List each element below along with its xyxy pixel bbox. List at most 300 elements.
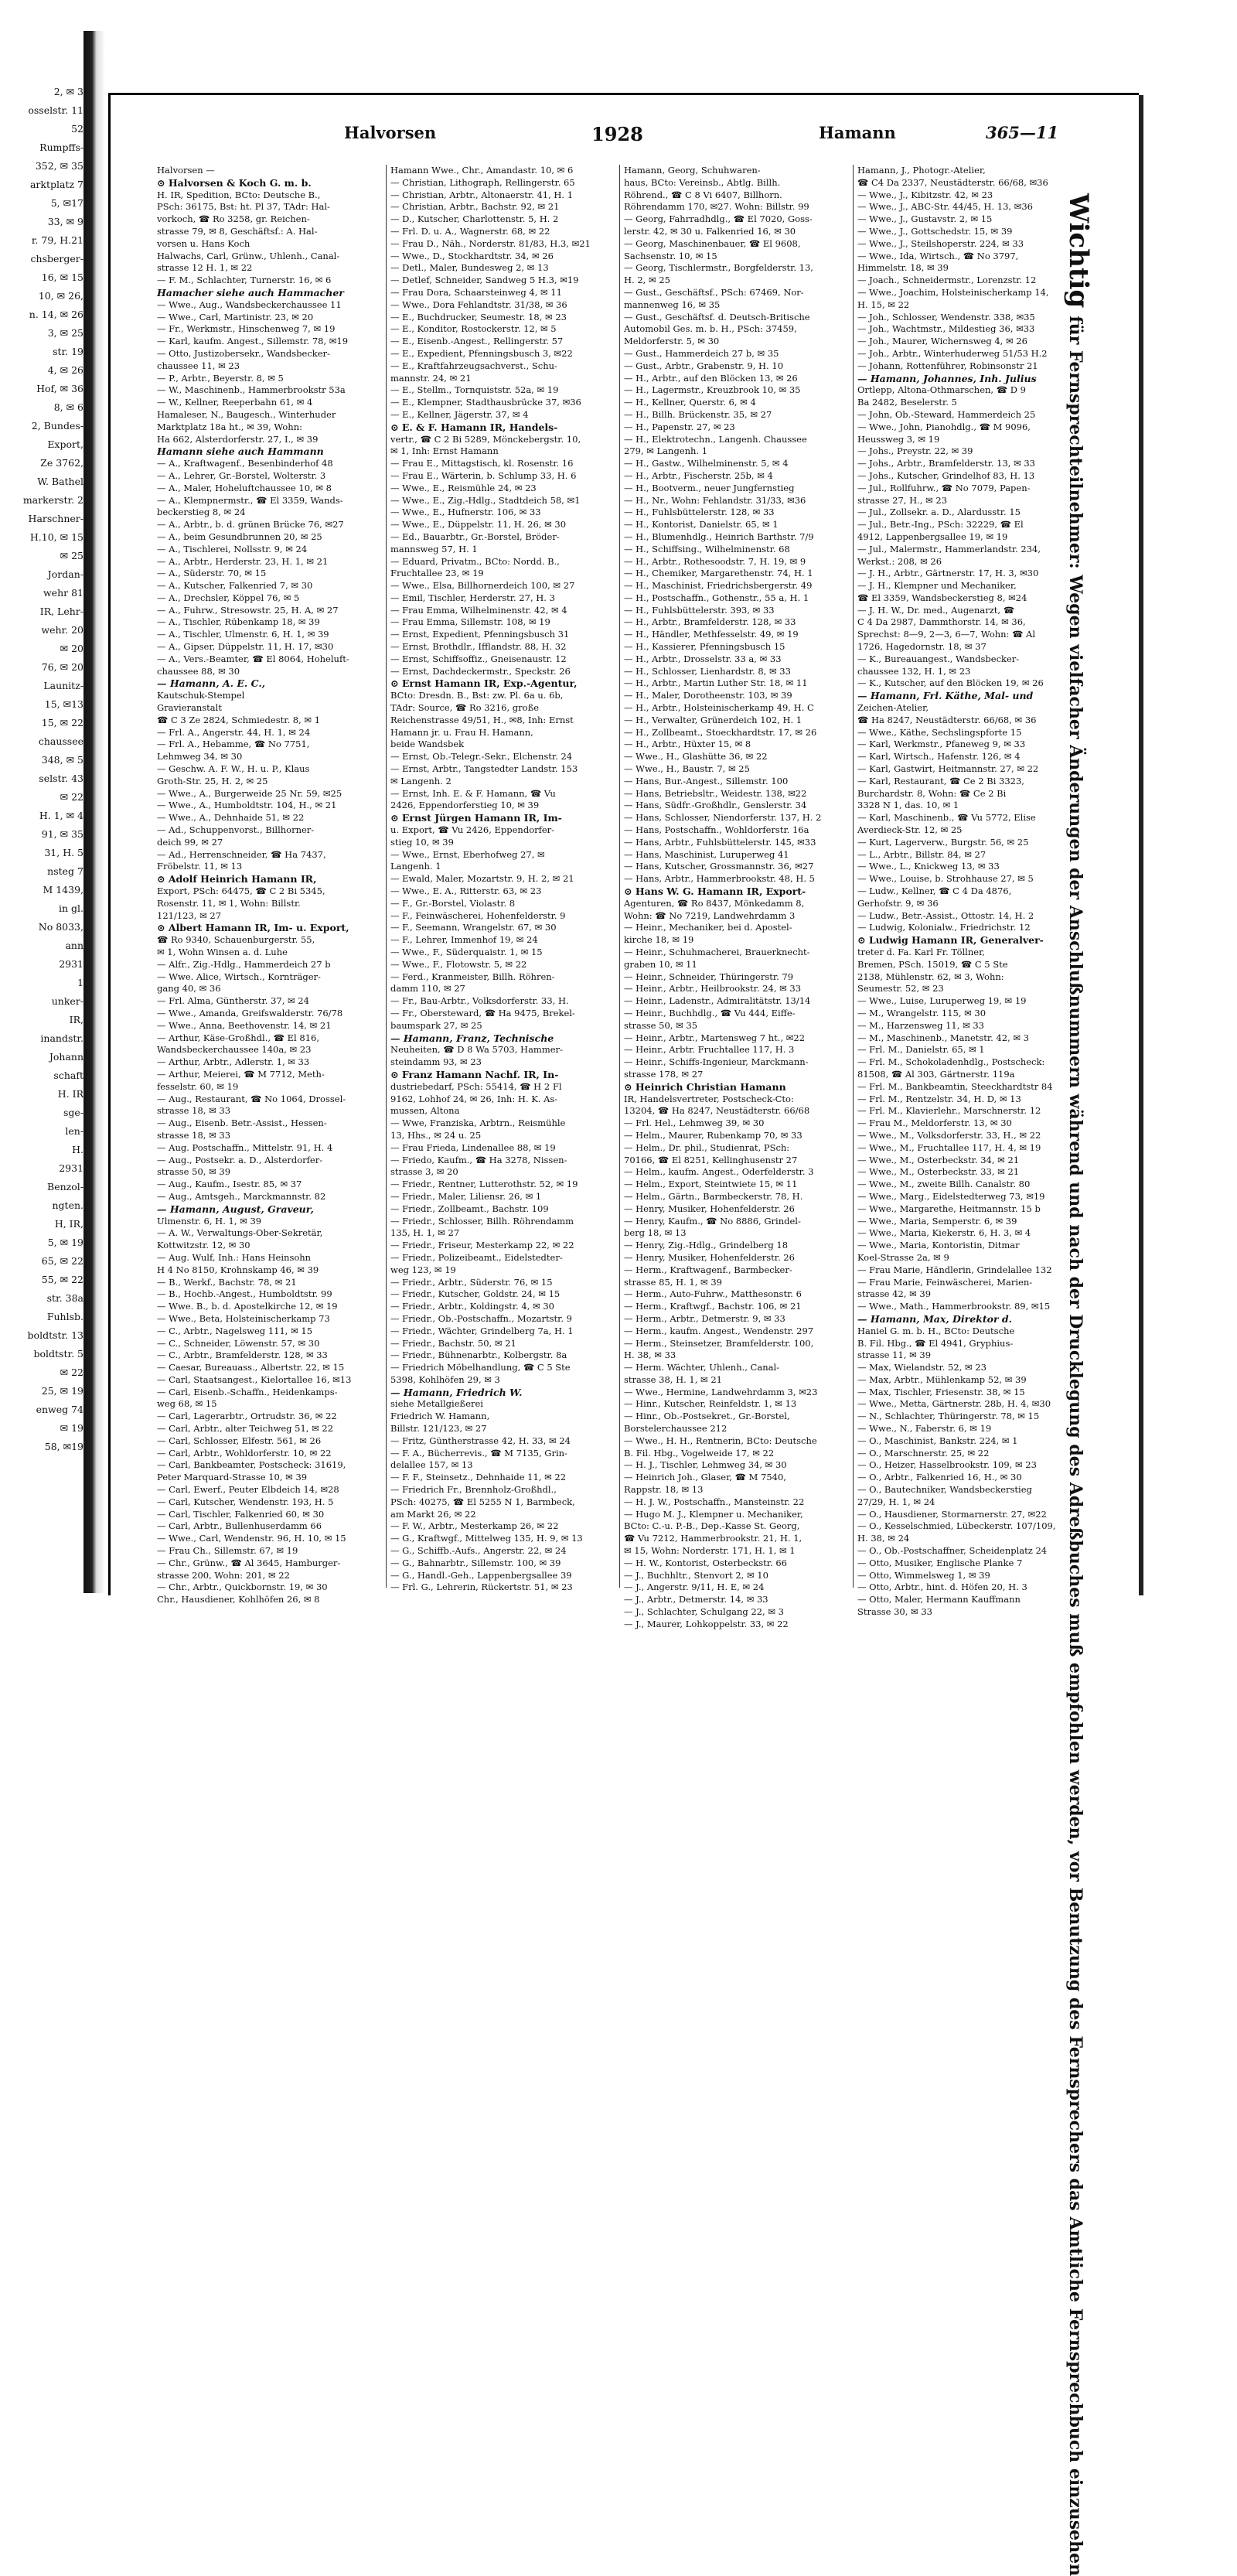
directory-entry-line: — H., Schlosser, Lienhardstr. 8, ✉ 33	[624, 665, 791, 677]
margin-fragment: str. 19	[53, 346, 83, 357]
directory-entry-line: — Ludw., Kellner, ☎ C 4 Da 4876,	[857, 885, 1012, 897]
directory-entry-line: — Wwe., John, Pianohdlg., ☎ M 9096,	[857, 421, 1031, 432]
directory-entry-line: — A., Tischlerei, Nollsstr. 9, ✉ 24	[157, 543, 308, 554]
directory-entry-line: damm 110, ✉ 27	[390, 983, 465, 995]
margin-fragment: Jordan-	[47, 568, 83, 580]
directory-entry-line: — H., Lagermstr., Kreuzbrook 10, ✉ 35	[624, 384, 801, 396]
directory-entry-line: — K., Bureauangest., Wandsbecker-	[857, 653, 1020, 664]
directory-entry-line: — H., Arbtr., Drosselstr. 33 a, ✉ 33	[624, 653, 782, 664]
directory-entry-line: Friedrich W. Hamann,	[390, 1411, 490, 1422]
margin-fragment: Harschner-	[28, 513, 83, 524]
directory-entry-line: — Wwe., A., Dehnhaide 51, ✉ 22	[157, 812, 305, 824]
directory-entry-line: — Heinr., Buchhdlg., ☎ Vu 444, Eiffe-	[624, 1007, 796, 1018]
directory-entry-line: PSch: 40275, ☎ El 5255 N 1, Barmbeck,	[390, 1496, 575, 1507]
margin-fragment: ✉ 20	[60, 643, 83, 654]
directory-entry-line: — Wwe., D., Stockhardtstr. 34, ✉ 26	[390, 250, 554, 261]
directory-entry-line: siehe Metallgießerei	[390, 1398, 483, 1410]
directory-entry-line: — N., Schlachter, Thüringerstr. 78, ✉ 15	[857, 1411, 1040, 1422]
directory-entry-line: — Helm., Maurer, Rubenkamp 70, ✉ 33	[624, 1129, 803, 1141]
directory-entry-line: — Arthur, Meierei, ☎ M 7712, Meth-	[157, 1068, 325, 1080]
margin-fragment: 352, ✉ 35	[35, 160, 83, 172]
directory-entry-line: ⊙ E. & F. Hamann IR, Handels-	[390, 421, 558, 433]
directory-entry-line: — Frau M., Meldorferstr. 13, ✉ 30	[857, 1117, 1012, 1129]
directory-entry-line: — W., Kellner, Reeperbahn 61, ✉ 4	[157, 397, 313, 408]
directory-entry-line: — Johs., Arbtr., Bramfelderstr. 13, ✉ 33	[857, 458, 1035, 469]
directory-entry-line: gang 40, ✉ 36	[157, 983, 221, 995]
directory-entry-line: — A., Tischler, Ulmenstr. 6, H. 1, ✉ 39	[157, 629, 329, 640]
directory-entry-line: — H., Schiffsing., Wilhelminenstr. 68	[624, 543, 790, 554]
directory-entry-line: ✉ 1, Inh: Ernst Hamann	[390, 445, 499, 457]
directory-entry-line: — O., Kesselschmied, Lübeckerstr. 107/109,	[857, 1520, 1056, 1532]
directory-entry-line: — Wwe, Franziska, Arbtrn., Reismühle	[390, 1117, 566, 1129]
directory-entry-line: — Wwe., J., ABC-Str. 44/45, H. 13, ✉36	[857, 201, 1033, 213]
directory-entry-line: Wohn: ☎ No 7219, Landwehrdamm 3	[624, 909, 796, 921]
margin-fragment: ✉ 22	[60, 1366, 83, 1378]
directory-entry-line: 3328 N 1, das. 10, ✉ 1	[857, 800, 959, 811]
directory-entry-line: — Wwe., Margarethe, Heitmannstr. 15 b	[857, 1203, 1041, 1214]
directory-entry-line: — Arthur, Arbtr., Adlerstr. 1, ✉ 33	[157, 1056, 310, 1068]
directory-entry-line: — H., Kellner, Querstr. 6, ✉ 4	[624, 397, 756, 408]
header-left-word: Halvorsen	[344, 123, 437, 142]
directory-entry-line: — Herm., Auto-Fuhrw., Matthesonstr. 6	[624, 1288, 802, 1300]
directory-entry-line: — E., Eisenb.-Angest., Rellingerstr. 57	[390, 336, 564, 347]
directory-entry-line: — Carl, Arbtr., Bullenhuserdamm 66	[157, 1520, 322, 1532]
margin-fragment: 2931	[59, 958, 83, 970]
directory-entry-line: weg 68, ✉ 15	[157, 1398, 217, 1410]
margin-fragment: ngten.	[52, 1199, 83, 1211]
margin-fragment: 3, ✉ 25	[47, 327, 83, 339]
margin-fragment: ✉ 25	[60, 550, 83, 561]
directory-entry-line: — Friedr., Bachstr. 50, ✉ 21	[390, 1337, 516, 1349]
directory-entry-line: — J., Maurer, Lohkoppelstr. 33, ✉ 22	[624, 1618, 789, 1629]
directory-entry-line: — Heinrich Joh., Glaser, ☎ M 7540,	[624, 1472, 786, 1483]
directory-entry-line: B. Fil. Hbg., Vogelweide 17, ✉ 22	[624, 1447, 775, 1459]
directory-entry-line: Ba 2482, Beselerstr. 5	[857, 397, 957, 408]
directory-entry-line: — Wwe., A., Burgerweide 25 Nr. 59, ✉25	[157, 787, 342, 799]
directory-entry-line: Wandsbeckerchaussee 140a, ✉ 23	[157, 1044, 312, 1056]
directory-entry-line: — E., Kraftfahrzeugsachverst., Schu-	[390, 360, 557, 371]
directory-entry-line: Seumestr. 52, ✉ 23	[857, 983, 944, 995]
directory-entry-line: beide Wandsbek	[390, 739, 465, 750]
directory-entry-line: — L., Arbtr., Billstr. 84, ✉ 27	[857, 848, 987, 860]
directory-entry-line: — Christian, Arbtr., Altonaerstr. 41, H. 1	[390, 189, 574, 200]
directory-entry-line: — Wwe., Dora Fehlandtstr. 31/38, ✉ 36	[390, 299, 567, 310]
margin-fragment: Benzol-	[47, 1181, 83, 1192]
directory-entry-line: — H., Blumenhdlg., Heinrich Barthstr. 7/9	[624, 531, 814, 542]
directory-entry-line: ☎ Vu 7212, Hammerbrookstr. 21, H. 1,	[624, 1533, 803, 1544]
directory-entry-line: — Carl, Bankbeamter, Postscheck: 31619,	[157, 1459, 346, 1471]
directory-entry-line: — Ernst, Expedient, Pfenningsbusch 31	[390, 629, 570, 640]
directory-entry-line: kirche 18, ✉ 19	[624, 934, 694, 946]
directory-entry-line: — A., Gipser, Düppelstr. 11, H. 17, ✉30	[157, 641, 334, 653]
directory-entry-line: — Herm., kaufm. Angest., Wendenstr. 297	[624, 1325, 814, 1336]
margin-fragment: Hof, ✉ 36	[36, 383, 83, 394]
margin-fragment: n. 14, ✉ 26	[29, 309, 83, 320]
directory-entry-line: — Herm., Kraftwagenf., Barmbecker-	[624, 1264, 792, 1275]
page-number: 365—11	[986, 123, 1059, 142]
directory-entry-line: — O., Marschnerstr. 25, ✉ 22	[857, 1447, 990, 1459]
directory-entry-line: — Henry, Zig.-Hdlg., Grindelberg 18	[624, 1240, 789, 1251]
directory-entry-line: — H., Arbtr., Holsteinischerkamp 49, H. C	[624, 702, 814, 714]
margin-fragment: Johann	[49, 1051, 83, 1063]
margin-fragment: markerstr. 2	[22, 494, 83, 506]
directory-entry-line: — Emil, Tischler, Herderstr. 27, H. 3	[390, 592, 555, 603]
directory-entry-line: — A., beim Gesundbrunnen 20, ✉ 25	[157, 531, 322, 542]
margin-fragment: in gl.	[59, 902, 83, 914]
directory-entry-line: Bremen, PSch. 15019, ☎ C 5 Ste	[857, 958, 1008, 970]
directory-entry-line: — J., Arbtr., Detmerstr. 14, ✉ 33	[624, 1594, 768, 1605]
directory-entry-line: — Frl. A., Hebamme, ☎ No 7751,	[157, 739, 310, 750]
directory-entry-line: deich 99, ✉ 27	[157, 836, 223, 848]
directory-entry-line: — Carl, Eisenb.-Schaffn., Heidenkamps-	[157, 1386, 338, 1397]
directory-entry-line: Gerhofstr. 9, ✉ 36	[857, 897, 939, 909]
directory-entry-line: — Wwe., Elsa, Billhornerdeich 100, ✉ 27	[390, 580, 575, 592]
directory-entry-line: — C., Schneider, Löwenstr. 57, ✉ 30	[157, 1337, 320, 1349]
directory-entry-line: — Gust., Hammerdeich 27 b, ✉ 35	[624, 347, 779, 359]
directory-entry-line: — Wwe., Hermine, Landwehrdamm 3, ✉23	[624, 1386, 818, 1397]
directory-entry-line: — Wwe., Maria, Kontoristin, Ditmar	[857, 1240, 1020, 1251]
directory-entry-line: strasse 38, H. 1, ✉ 21	[624, 1373, 722, 1385]
vertical-notice	[1063, 193, 1102, 2576]
directory-entry-line: Meldorferstr. 5, ✉ 30	[624, 336, 720, 347]
margin-fragment: 2, Bundes-	[31, 420, 83, 432]
directory-entry-line: — Ernst, Arbtr., Tangstedter Landstr. 153	[390, 763, 578, 775]
margin-fragment: H.	[72, 1144, 83, 1155]
directory-entry-line: — Herm., Steinsetzer, Bramfelderstr. 100,	[624, 1337, 814, 1349]
directory-entry-line: Export, PSch: 64475, ☎ C 2 Bi 5345,	[157, 885, 325, 897]
directory-entry-line: — F. F., Steinsetz., Dehnhaide 11, ✉ 22	[390, 1472, 567, 1483]
directory-entry-line: — Ad., Schuppenvorst., Billhorner-	[157, 824, 315, 836]
directory-entry-line: — Christian, Arbtr., Bachstr. 92, ✉ 21	[390, 201, 560, 213]
directory-entry-line: — Detlef, Schneider, Sandweg 5 H.3, ✉19	[390, 275, 579, 286]
directory-entry-line: Chr., Hausdiener, Kohlhöfen 26, ✉ 8	[157, 1594, 320, 1605]
directory-entry-line: — Otto, Maler, Hermann Kauffmann	[857, 1594, 1021, 1605]
directory-entry-line: — Karl, Wirtsch., Hafenstr. 126, ✉ 4	[857, 751, 1021, 763]
directory-entry-line: — Wwe., Maria, Semperstr. 6, ✉ 39	[857, 1215, 1017, 1227]
directory-entry-line: — Carl, Kutscher, Wendenstr. 193, H. 5	[157, 1496, 334, 1507]
directory-entry-line: — Max, Arbtr., Mühlenkamp 52, ✉ 39	[857, 1373, 1027, 1385]
directory-entry-line: — Heinr., Arbtr., Martensweg 7 ht., ✉22	[624, 1032, 806, 1043]
margin-fragment: chsberger-	[30, 253, 83, 264]
directory-entry-line: — Wwe., Anna, Beethovenstr. 14, ✉ 21	[157, 1019, 332, 1031]
directory-entry-line: — Wwe., Aug., Wandsbeckerchaussee 11	[157, 299, 342, 310]
directory-entry-line: — Otto, Arbtr., hint. d. Höfen 20, H. 3	[857, 1581, 1027, 1593]
directory-entry-line: — Wwe., Carl, Wendenstr. 96, H. 10, ✉ 15	[157, 1533, 346, 1544]
directory-entry-line: 4912, Lappenbergsallee 19, ✉ 19	[857, 531, 1008, 542]
directory-entry-line: — F., Feinwäscherei, Hohenfelderstr. 9	[390, 909, 566, 921]
directory-entry-line: strasse 200, Wohn: 201, ✉ 22	[157, 1569, 290, 1581]
directory-entry-line: — A. W., Verwaltungs-Ober-Sekretär,	[157, 1227, 323, 1239]
directory-entry-line: Hamacher siehe auch Hammacher	[157, 286, 344, 299]
directory-entry-line: — Georg, Maschinenbauer, ☎ El 9608,	[624, 237, 801, 249]
directory-entry-line: strasse 50, ✉ 35	[624, 1019, 698, 1031]
directory-entry-line: — Eduard, Privatm., BCto: Nordd. B.,	[390, 555, 560, 567]
directory-entry-line: — Frl. G., Lehrerin, Rückertstr. 51, ✉ 23	[390, 1581, 573, 1593]
directory-entry-line: — John, Ob.-Steward, Hammerdeich 25	[857, 408, 1036, 420]
margin-fragment: 5, ✉17	[50, 197, 83, 209]
directory-entry-line: — Otto, Musiker, Englische Planke 7	[857, 1557, 1023, 1568]
directory-entry-line: ⊙ Ludwig Hamann IR, Generalver-	[857, 934, 1044, 947]
directory-entry-line: — Heinr., Arbtr., Heilbrookstr. 24, ✉ 33	[624, 983, 802, 995]
margin-fragment: wehr 81	[43, 587, 83, 599]
directory-entry-line: — Jul., Malermstr., Hammerlandstr. 234,	[857, 543, 1041, 554]
directory-entry-line: — Hans, Arbtr., Hammerbrookstr. 48, H. 5	[624, 873, 815, 885]
directory-entry-line: fesselstr. 60, ✉ 19	[157, 1080, 239, 1092]
notice-text: für Fernsprechteilnehmer: Wegen vielfacher Änderungen der Anschlußnummern während und nach der Drucklegung des Adreßbuches muß empfohlen werden, vor Benutzung des Fernsprechers das Amtliche Fernsprechbuch einzusehen	[1065, 316, 1085, 2576]
margin-fragment: H. IR	[57, 1088, 83, 1100]
margin-fragment: 2931	[59, 1162, 83, 1174]
directory-entry-line: baumspark 27, ✉ 25	[390, 1019, 482, 1031]
directory-entry-line: — Wwe. B., b. d. Apostelkirche 12, ✉ 19	[157, 1301, 338, 1312]
directory-entry-line: IR, Handelsvertreter, Postscheck-Cto:	[624, 1093, 794, 1104]
directory-entry-line: — Ernst, Inh. E. & F. Hamann, ☎ Vu	[390, 787, 556, 799]
margin-fragment: No 8033,	[38, 921, 83, 933]
margin-fragment: 58, ✉19	[44, 1441, 83, 1452]
directory-entry-line: — F. M., Schlachter, Turnerstr. 16, ✉ 6	[157, 275, 332, 286]
directory-entry-line: — A., Vers.-Beamter, ☎ El 8064, Hoheluft-	[157, 653, 349, 664]
directory-entry-line: weg 123, ✉ 19	[390, 1264, 456, 1275]
directory-entry-line: Marktplatz 18a ht., ✉ 39, Wohn:	[157, 421, 302, 432]
directory-entry-line: u. Export, ☎ Vu 2426, Eppendorfer-	[390, 824, 555, 836]
directory-entry-line: Borstelerchaussee 212	[624, 1423, 728, 1435]
directory-entry-line: — Wwe., Ernst, Eberhofweg 27, ✉	[390, 848, 545, 860]
directory-entry-line: — G., Schiffb.-Aufs., Angerstr. 22, ✉ 24	[390, 1545, 567, 1557]
margin-fragment: Launitz-	[43, 680, 83, 691]
directory-entry-line: ☎ C4 Da 2337, Neustädterstr. 66/68, ✉36	[857, 176, 1048, 188]
header-year: 1928	[591, 123, 643, 145]
directory-entry-line: — Herm., Kraftwgf., Bachstr. 106, ✉ 21	[624, 1301, 802, 1312]
margin-fragment: 25, ✉ 19	[41, 1385, 83, 1397]
directory-entry-line: — Karl, Werkmstr., Pfaneweg 9, ✉ 33	[857, 739, 1026, 750]
directory-entry-line: Heussweg 3, ✉ 19	[857, 433, 940, 445]
directory-entry-line: — J. H., Klempner und Mechaniker,	[857, 580, 1017, 592]
directory-entry-line: Burchardstr. 8, Wohn: ☎ Ce 2 Bi	[857, 787, 1007, 799]
directory-entry-line: — Frau Frieda, Lindenallee 88, ✉ 19	[390, 1141, 556, 1153]
directory-entry-line: Halwachs, Carl, Grünw., Uhlenh., Canal-	[157, 250, 340, 261]
directory-entry-line: — Henry, Musiker, Hohenfelderstr. 26	[624, 1251, 795, 1263]
directory-entry-line: — E., Expedient, Pfenningsbusch 3, ✉22	[390, 347, 573, 359]
margin-fragment: 348, ✉ 5	[41, 754, 83, 766]
directory-entry-line: — Wwe., F., Süderquaistr. 1, ✉ 15	[390, 947, 543, 957]
directory-entry-line: ☎ Ro 9340, Schauenburgerstr. 55,	[157, 934, 315, 946]
directory-entry-line: — Carl, Lagerarbtr., Ortrudstr. 36, ✉ 22	[157, 1411, 337, 1422]
margin-fragment: Rumpffs-	[39, 142, 83, 153]
page-header	[111, 118, 1139, 157]
directory-entry-line: — H., Gastw., Wilhelminenstr. 5, ✉ 4	[624, 458, 789, 469]
directory-entry-line: — Aug., Restaurant, ☎ No 1064, Drossel-	[157, 1093, 346, 1104]
directory-entry-line: — Johs., Preystr. 22, ✉ 39	[857, 445, 973, 457]
directory-entry-line: — A., Drechsler, Köppel 76, ✉ 5	[157, 592, 300, 603]
directory-entry-line: — A., Klempnermstr., ☎ El 3359, Wands-	[157, 494, 343, 506]
margin-fragment: H. 1, ✉ 4	[39, 810, 83, 821]
directory-entry-line: — O., Maschinist, Bankstr. 224, ✉ 1	[857, 1435, 1018, 1446]
directory-entry-line: — Frau Marie, Feinwäscherei, Marien-	[857, 1276, 1033, 1288]
directory-entry-line: — Wwe., Math., Hammerbrookstr. 89, ✉15	[857, 1301, 1051, 1312]
directory-entry-line: — Geschw. A. F. W., H. u. P., Klaus	[157, 763, 310, 775]
margin-fragment: selstr. 43	[39, 773, 83, 784]
directory-entry-line: Kottwitzstr. 12, ✉ 30	[157, 1240, 250, 1251]
directory-entry-line: — Kurt, Lagerverw., Burgstr. 56, ✉ 25	[857, 836, 1029, 848]
directory-entry-line: Haniel G. m. b. H., BCto: Deutsche	[857, 1325, 1015, 1336]
margin-fragment: chaussee	[38, 735, 83, 747]
directory-entry-line: H. 38, ✉ 33	[624, 1349, 676, 1361]
margin-fragment: 31, H. 5	[44, 847, 83, 858]
directory-entry-line: — F., Lehrer, Immenhof 19, ✉ 24	[390, 934, 538, 946]
directory-entry-line: — H., Arbtr., Rothesoodstr. 7, H. 19, ✉ 9	[624, 555, 806, 567]
directory-entry-line: — Wwe., Carl, Martinistr. 23, ✉ 20	[157, 311, 314, 322]
directory-entry-line: — Fr., Werkmstr., Hinschenweg 7, ✉ 19	[157, 323, 336, 335]
directory-entry-line: — Carl, Schlosser, Elfestr. 561, ✉ 26	[157, 1435, 322, 1446]
margin-fragment: 55, ✉ 22	[41, 1274, 83, 1285]
margin-fragment: 65, ✉ 22	[41, 1255, 83, 1267]
margin-fragment: M 1439,	[43, 884, 83, 896]
directory-entry-line: — Ferd., Kranmeister, Billh. Röhren-	[390, 971, 555, 982]
directory-entry-line: — Frl. Hel., Lehmweg 39, ✉ 30	[624, 1117, 765, 1129]
directory-entry-line: — Friedr., Schlosser, Billh. Röhrendamm	[390, 1215, 574, 1227]
directory-entry-line: — Heinr., Arbtr. Fruchtallee 117, H. 3	[624, 1044, 795, 1056]
directory-entry-line: — Wwe., Beta, Holsteinischerkamp 73	[157, 1312, 330, 1324]
directory-entry-line: — Christian, Lithograph, Rellingerstr. 65	[390, 176, 575, 188]
directory-entry-line: — A., Tischler, Rübenkamp 18, ✉ 39	[157, 616, 320, 628]
directory-entry-line: 135, H. 1, ✉ 27	[390, 1227, 460, 1239]
directory-entry-line: — Helm., Gärtn., Barmbeckerstr. 78, H.	[624, 1190, 803, 1202]
directory-entry-line: — Fr., Obersteward, ☎ Ha 9475, Brekel-	[390, 1007, 575, 1018]
directory-entry-line: — B., Hochb.-Angest., Humboldtstr. 99	[157, 1288, 332, 1300]
directory-entry-line: — Helm., Export, Steintwiete 15, ✉ 11	[624, 1179, 798, 1190]
notice-lead: Wichtig	[1063, 193, 1094, 309]
margin-fragment: Fuhlsb.	[46, 1311, 83, 1322]
directory-entry-line: — H., Arbtr., Bramfelderstr. 128, ✉ 33	[624, 616, 796, 628]
directory-entry-line: — A., Kraftwagenf., Besenbinderhof 48	[157, 458, 333, 469]
directory-entry-line: — Ernst, Brothdlr., Ifflandstr. 88, H. 32	[390, 641, 567, 653]
directory-entry-line: — Wwe., Käthe, Sechslingspforte 15	[857, 726, 1022, 738]
column-1	[157, 165, 389, 1606]
directory-entry-line: — Hugo M. J., Klempner u. Mechaniker,	[624, 1508, 803, 1520]
directory-entry-line: Röhrend., ☎ C 8 Vi 6407, Billhorn.	[624, 189, 782, 200]
directory-entry-line: vertr., ☎ C 2 Bi 5289, Mönckebergstr. 10,	[390, 433, 581, 445]
directory-entry-line: strasse 85, H. 1, ✉ 39	[624, 1276, 722, 1288]
margin-fragment: 16, ✉ 15	[41, 271, 83, 283]
directory-entry-line: — M., Harzensweg 11, ✉ 33	[857, 1019, 984, 1031]
directory-entry-line: strasse 11, ✉ 39	[857, 1349, 932, 1361]
directory-entry-line: Himmelstr. 18, ✉ 39	[857, 262, 949, 274]
directory-entry-line: — Ernst, Schiffsoffiz., Gneisenaustr. 12	[390, 653, 567, 664]
directory-entry-line: — Friedr., Rentner, Lutterothstr. 52, ✉ 19	[390, 1179, 578, 1190]
directory-entry-line: strasse 79, ✉ 8, Geschäftsf.: A. Hal-	[157, 225, 318, 237]
directory-entry-line: — Friedrich Möbelhandlung, ☎ C 5 Ste	[390, 1362, 571, 1373]
directory-entry-line: — Wwe., H. H., Rentnerin, BCto: Deutsche	[624, 1435, 817, 1446]
directory-entry-line: strasse 18, ✉ 33	[157, 1105, 231, 1117]
directory-entry-line: — Hamann, August, Graveur,	[157, 1203, 314, 1215]
directory-entry-line: — Ernst, Ob.-Telegr.-Sekr., Elchenstr. 24	[390, 751, 573, 763]
directory-entry-line: Hamann, Georg, Schuhwaren-	[624, 165, 761, 176]
directory-entry-line: — J., Buchhltr., Stenvort 2, ✉ 10	[624, 1569, 768, 1581]
directory-entry-line: — Friedrich Fr., Brennholz-Großhdl.,	[390, 1484, 557, 1496]
directory-entry-line: — Hans, Postschaffn., Wohldorferstr. 16a	[624, 824, 809, 836]
directory-entry-line: chaussee 88, ✉ 30	[157, 665, 240, 677]
directory-entry-line: ⊙ Adolf Heinrich Hamann IR,	[157, 873, 317, 885]
margin-fragment: H.10, ✉ 15	[29, 531, 83, 543]
directory-entry-line: ☎ Ha 8247, Neustädterstr. 66/68, ✉ 36	[857, 714, 1037, 725]
directory-entry-line: — Aug. Wulf, Inh.: Hans Heinsohn	[157, 1251, 312, 1263]
directory-entry-line: — Carl, Arbtr., Wohldorferstr. 10, ✉ 22	[157, 1447, 332, 1459]
directory-entry-line: — H., Arbtr., Martin Luther Str. 18, ✉ 11	[624, 677, 808, 689]
directory-entry-line: — H. J. W., Postschaffn., Mansteinstr. 22	[624, 1496, 805, 1507]
margin-fragment: 2, ✉ 3	[53, 86, 83, 97]
margin-fragment: ✉ 19	[60, 1422, 83, 1434]
margin-fragment: H, IR,	[54, 1218, 83, 1230]
directory-entry-line: — Helm., kaufm. Angest., Oderfelderstr. 3	[624, 1166, 814, 1178]
directory-entry-line: — Hamann, Johannes, Inh. Julius	[857, 372, 1037, 384]
directory-entry-line: haus, BCto: Vereinsb., Abtlg. Billh.	[624, 176, 781, 188]
directory-entry-line: — E., Kellner, Jägerstr. 37, ✉ 4	[390, 408, 529, 420]
directory-entry-line: ☎ C 3 Ze 2824, Schmiedestr. 8, ✉ 1	[157, 714, 321, 725]
directory-entry-line: — C., Arbtr., Bramfelderstr. 128, ✉ 33	[157, 1349, 328, 1361]
directory-entry-line: 27/29, H. 1, ✉ 24	[857, 1496, 935, 1507]
directory-entry-line: — J. H. W., Dr. med., Augenarzt, ☎	[857, 604, 1015, 616]
directory-entry-line: — Hans, Maschinist, Luruperweg 41	[624, 848, 789, 860]
directory-entry-line: 1726, Hagedornstr. 18, ✉ 37	[857, 641, 987, 653]
directory-entry-line: — M., Wrangelstr. 115, ✉ 30	[857, 1007, 987, 1018]
directory-entry-line: — Gust., Geschäftsf. d. Deutsch-Britische	[624, 311, 810, 322]
directory-entry-line: — Ludw., Betr.-Assist., Ottostr. 14, H. 2	[857, 909, 1034, 921]
directory-entry-line: — Joh., Maurer, Wichernsweg 4, ✉ 26	[857, 336, 1027, 347]
directory-entry-line: — G., Kraftwgf., Mittelweg 135, H. 9, ✉ 13	[390, 1533, 583, 1544]
directory-entry-line: ⊙ Hans W. G. Hamann IR, Export-	[624, 885, 806, 898]
directory-entry-line: — Fritz, Güntherstrasse 42, H. 33, ✉ 24	[390, 1435, 571, 1446]
directory-entry-line: Hamaleser, N., Baugesch., Winterhuder	[157, 408, 336, 420]
directory-entry-line: am Markt 26, ✉ 22	[390, 1508, 476, 1520]
directory-entry-line: Ulmenstr. 6, H. 1, ✉ 39	[157, 1215, 262, 1227]
directory-entry-line: — A., Lehrer, Gr.-Borstel, Wolterstr. 3	[157, 469, 326, 481]
margin-fragment: ann	[65, 940, 83, 951]
margin-fragment: sge-	[63, 1107, 83, 1118]
directory-entry-line: — Frau D., Näh., Norderstr. 81/83, H.3, ✉21	[390, 237, 591, 249]
directory-entry-line: — H., Papenstr. 27, ✉ 23	[624, 421, 735, 432]
directory-entry-line: — Friedr., Bühnenarbtr., Kolbergstr. 8a	[390, 1349, 567, 1361]
directory-entry-line: Peter Marquard-Strasse 10, ✉ 39	[157, 1472, 308, 1483]
directory-entry-line: strasse 42, ✉ 39	[857, 1288, 932, 1300]
directory-entry-line: 70166, ☎ El 8251, Kellinghusenstr 27	[624, 1154, 798, 1165]
directory-entry-line: — Ludwig, Kolonialw., Friedrichstr. 12	[857, 922, 1031, 933]
directory-entry-line: — F., Gr.-Borstel, Violastr. 8	[390, 897, 516, 909]
directory-entry-line: — A., Fuhrw., Stresowstr. 25, H. A, ✉ 27	[157, 604, 339, 616]
directory-entry-line: — Johann, Rottenführer, Robinsonstr 21	[857, 360, 1038, 371]
directory-entry-line: — Wwe., M., Osterbeckstr. 34, ✉ 21	[857, 1154, 1020, 1165]
directory-entry-line: — Hamann, Franz, Technische	[390, 1032, 554, 1044]
directory-entry-line: Ortlepp, Altona-Othmarschen, ☎ D 9	[857, 384, 1026, 396]
margin-fragment: W. Bathel	[37, 476, 83, 487]
margin-fragment: 15, ✉13	[44, 698, 83, 710]
directory-entry-line: — P., Arbtr., Beyerstr. 8, ✉ 5	[157, 372, 284, 384]
directory-entry-line: — O., Heizer, Hasselbrookstr. 109, ✉ 23	[857, 1459, 1037, 1471]
directory-entry-line: strasse 18, ✉ 33	[157, 1129, 231, 1141]
directory-entry-line: — H., Verwalter, Grünerdeich 102, H. 1	[624, 714, 803, 725]
directory-entry-line: — Friedr., Maler, Liliensr. 26, ✉ 1	[390, 1190, 542, 1202]
directory-entry-line: — Ed., Bauarbtr., Gr.-Borstel, Bröder-	[390, 531, 560, 542]
directory-entry-line: Sprechst: 8—9, 2—3, 6—7, Wohn: ☎ Al	[857, 629, 1036, 640]
directory-entry-line: — Hamann, Max, Direktor d.	[857, 1312, 1012, 1325]
column-4	[857, 165, 1094, 1619]
directory-entry-line: ⊙ Ernst Jürgen Hamann IR, Im-	[390, 812, 562, 824]
directory-entry-line: — Wwe., E., Düppelstr. 11, H. 26, ✉ 30	[390, 519, 567, 531]
directory-entry-line: — E., Stellm., Tornquiststr. 52a, ✉ 19	[390, 384, 559, 396]
margin-fragment: wehr. 20	[41, 624, 83, 636]
directory-entry-line: — A., Süderstr. 70, ✉ 15	[157, 568, 267, 579]
directory-entry-line: — Chr., Grünw., ☎ Al 3645, Hamburger-	[157, 1557, 341, 1568]
directory-entry-line: — Aug., Postsekr. a. D., Alsterdorfer-	[157, 1154, 323, 1165]
directory-entry-line: — Henry, Kaufm., ☎ No 8886, Grindel-	[624, 1215, 801, 1227]
